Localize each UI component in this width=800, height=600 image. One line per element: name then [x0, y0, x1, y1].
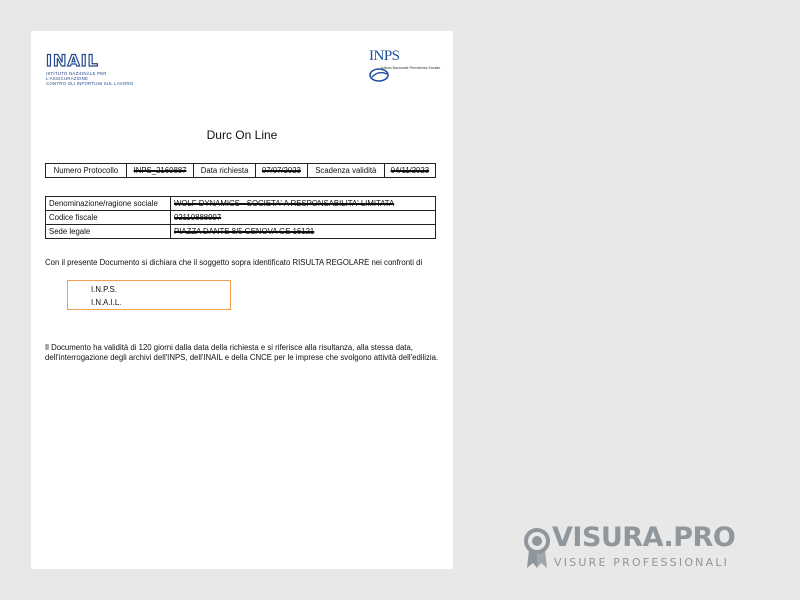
scadenza-validita-label: Scadenza validità [307, 164, 384, 178]
sede-legale-value: PIAZZA DANTE 8/5 GENOVA GE 16121 [171, 225, 436, 239]
award-pin-icon [524, 528, 550, 570]
codice-fiscale-label: Codice fiscale [46, 211, 171, 225]
sede-legale-label: Sede legale [46, 225, 171, 239]
scadenza-validita-value: 04/11/2023 [384, 164, 435, 178]
declaration-text: Con il presente Documento si dichiara che il soggetto sopra identificato RISULTA REGOLARE nei confronti di [45, 258, 423, 267]
numero-protocollo-label: Numero Protocollo [46, 164, 127, 178]
protocol-table [45, 163, 436, 178]
watermark-subtitle: VISURE PROFESSIONALI [554, 556, 730, 569]
codice-fiscale-value: 02110888997 [171, 211, 436, 225]
table-row [46, 211, 436, 225]
table-row [46, 197, 436, 211]
data-richiesta-value: 07/07/2023 [255, 164, 307, 178]
denominazione-value: WOLF DYNAMICS - SOCIETA' A RESPONSABILITA' LIMITATA [171, 197, 436, 211]
denominazione-label: Denominazione/ragione sociale [46, 197, 171, 211]
data-richiesta-label: Data richiesta [194, 164, 256, 178]
inail-logo-subtitle-2: CONTRO GLI INFORTUNI SUL LAVORO [46, 81, 134, 86]
table-row [46, 225, 436, 239]
inps-logo [369, 48, 449, 70]
inps-logo-text: INPS [369, 48, 400, 64]
page-title: Durc On Line [206, 128, 278, 142]
numero-protocollo-value: INPS_2160887 [126, 164, 194, 178]
inail-logo-text: INAIL [46, 51, 99, 70]
durc-document-page [31, 31, 453, 569]
watermark-title: VISURA.PRO [552, 522, 736, 553]
inail-logo-subtitle-1: ISTITUTO NAZIONALE PER L'ASSICURAZIONE [46, 71, 107, 81]
validity-text-line-1: Il Documento ha validità di 120 giorni dalla data della richiesta e si riferisce alla risultanza, alla stessa data, [45, 343, 413, 352]
table-row [46, 164, 436, 178]
entity-inail: I.N.A.I.L. [91, 298, 122, 307]
inps-logo-subtitle: Istituto Nazionale Previdenza Sociale [381, 66, 441, 70]
visura-pro-watermark [524, 522, 736, 574]
company-table [45, 196, 436, 239]
entity-inps: I.N.P.S. [91, 285, 117, 294]
inail-logo [46, 51, 146, 86]
entities-box [67, 280, 231, 310]
validity-text-line-2: dell'interrogazione degli archivi dell'INPS, dell'INAIL e della CNCE per le imprese che svolgono attività dell'edilizia. [45, 353, 439, 362]
